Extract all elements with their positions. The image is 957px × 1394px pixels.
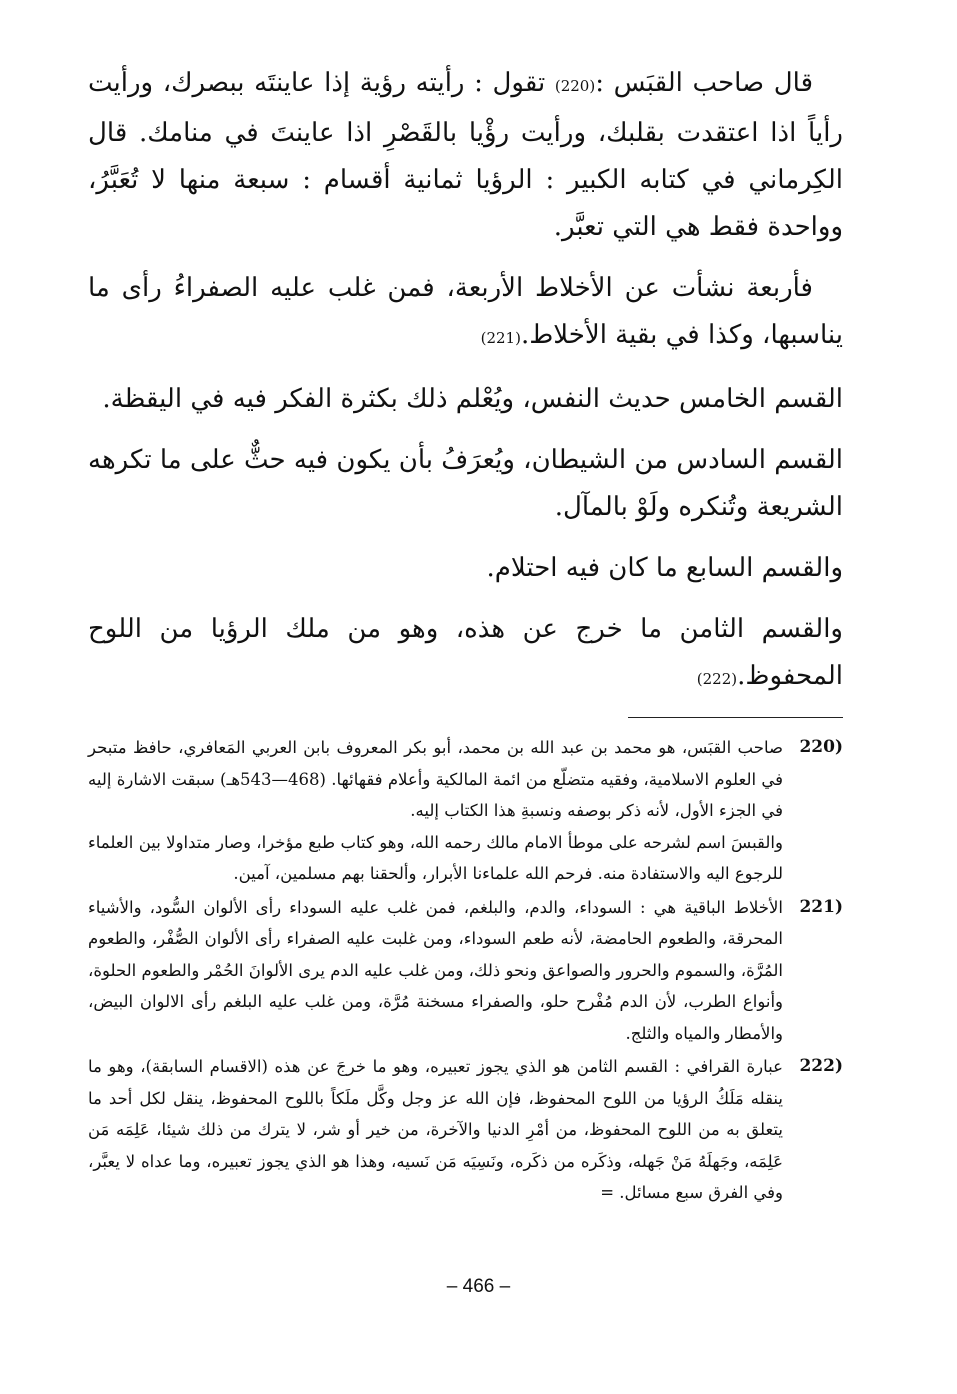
footnote-number: (220 <box>799 737 843 757</box>
footnote-221 <box>88 892 843 1050</box>
main-text <box>88 60 843 703</box>
paragraph-4: القسم السادس من الشيطان، ويُعرَفُ بأن يكون فيه حثٌّ على ما تكرهه الشريعة وتُنكره ولَوْ بالمآل. <box>88 445 843 522</box>
footnote-text: الأخلاط الباقية هي : السوداء، والدم، والبلغم، فمن غلب عليه السوداء رأى الألوان السُّود، والأشياء المحرقة، والطعوم الحامضة، لأنه طعم السوداء، ومن غلبت عليه الصفراء رأى الألوان الصُّفْر، والطعوم المُرَّة، والسموم والحرور والصواعق ونحو ذلك، ومن غلب عليه الدم يرى الألوانَ الحُمْر والطعوم الحلوة، وأنواع الطرب، لأن الدم مُفْرح حلو، والصفراء مسخنة مُرَّة، ومن غلب عليه البلغم رأى الالوان البيض، والأمطار والمياه والثلج. <box>88 897 783 1043</box>
footnote-ref-222[interactable]: (222) <box>696 670 738 688</box>
page-number: – 466 – <box>446 1276 511 1297</box>
footnote-body <box>88 892 783 1050</box>
footnote-text: والقبسَ اسم لشرحه على موطأ الامام مالك رحمه الله، وهو كتاب طبع مؤخرا، وصار متداولا بين العلماء للرجوع اليه والاستفادة منه. فرحم الله علماءنا الأبرار، وألحقنا بهم مسلمين، آمين. <box>88 832 783 883</box>
footnote-body <box>88 1051 783 1209</box>
footnote-number: (221 <box>799 896 843 917</box>
footnote-text: عبارة القرافي : القسم الثامن هو الذي يجوز تعبيره، وهو ما خرجَ عن هذه (الاقسام السابقة)، وهو ما ينقله مَلَكُ الرؤيا من اللوح المحفوظ، فإن الله عز وجل وكَّل ملَكاً باللوح المحفوظ، ينقل لكل أحد ما يتعلق به من اللوح المحفوظ، من أمْرِ الدنيا والآخرة، من خير أو شر، لا يترك من ذلك شيئا، عَلِمَه مَن عَلِمَه، وجَهلَهُ مَنْ جَهله، وذكَره من ذكَره، ونَسِيَه مَن نَسيه، وهذا هو الذي يجوز تعبيره، وما عداه لا يعبَّر، وفي الفرق سبع مسائل. = <box>88 1057 783 1202</box>
footnote-text: صاحب القبَس، هو محمد بن عبد الله بن محمد، أبو بكر المعروف بابن العربي المَعافري، حافظ متبحر في العلوم الاسلامية، وفقيه متضلّع من ائمة المالكية وأعلام فقهائها. (468—543هـ) سبقت الاشارة إليه في الجزء الأول، لأنه ذكر بوصفه ونسبةِ هذا الكتاب إليه. <box>88 738 783 820</box>
paragraph-2: فأربعة نشأت عن الأخلاط الأربعة، فمن غلب عليه الصفراءُ رأى ما يناسبها، وكذا في بقية الأخلاط.(221) <box>88 273 843 350</box>
footnote-number: (222 <box>799 1056 843 1076</box>
footnotes <box>88 732 843 1209</box>
page-content <box>88 60 843 1211</box>
paragraph-6: والقسم الثامن ما خرج عن هذه، وهو من ملك الرؤيا من اللوح المحفوظ.(222) <box>88 614 843 691</box>
footnote-divider <box>628 717 843 718</box>
paragraph-3: القسم الخامس حديث النفس، ويُعْلم ذلك بكثرة الفكر فيه في اليقظة. <box>102 384 843 414</box>
footnote-222 <box>88 1051 843 1209</box>
paragraph-5: والقسم السابع ما كان فيه احتلام. <box>486 553 843 583</box>
footnote-ref-220[interactable]: (220) <box>554 77 596 95</box>
footnote-220 <box>88 732 843 890</box>
paragraph-1: قال صاحب القبَس :(220) تقول : رأيته رؤية إذا عاينتَه ببصرك، ورأيت رأياً اذا اعتقدت بقلبك، ورأيت رؤْيا بالقَصْرِ اذا عاينتَ في منامك. قال الكِرماني في كتابه الكبير : الرؤيا ثمانية أقسام : سبعة منها لا تُعَبَّرُ، وواحدة فقط هي التي تعبَّر. <box>88 68 843 242</box>
footnote-ref-221[interactable]: (221) <box>480 329 521 347</box>
footnote-body <box>88 732 783 890</box>
